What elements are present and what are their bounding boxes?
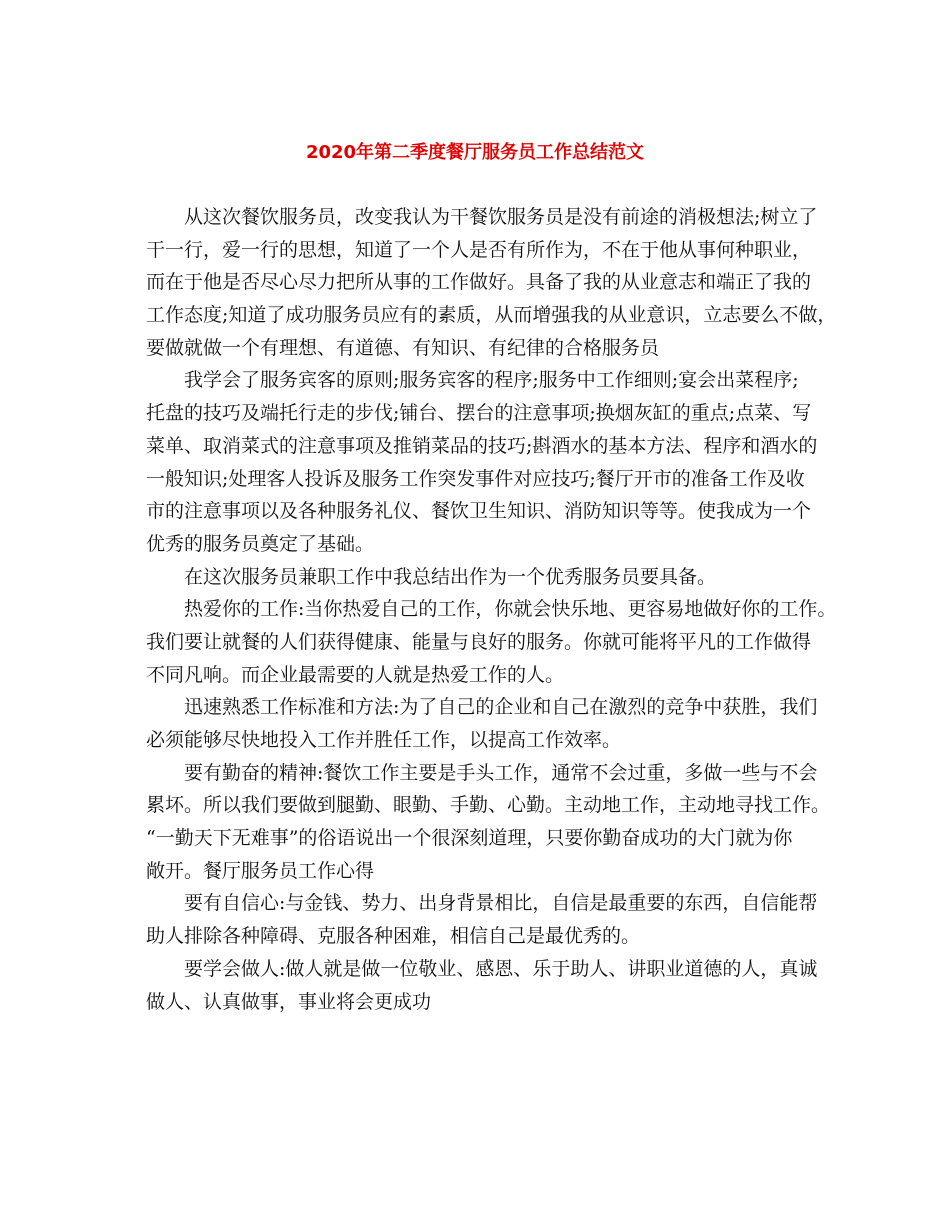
paragraph xyxy=(146,364,818,560)
text-line: 工作态度;知道了成功服务员应有的素质，从而增强我的从业意识，立志要么不做， xyxy=(146,304,837,327)
text-line: 从这次餐饮服务员，改变我认为干餐饮服务员是没有前途的消极想法;树立了 xyxy=(184,206,818,228)
paragraph xyxy=(146,887,818,952)
text-line: 我们要让就餐的人们获得健康、能量与良好的服务。你就可能将平凡的工作做得 xyxy=(146,630,812,653)
text-line: 累坏。所以我们要做到腿勤、眼勤、手勤、心勤。主动地工作，主动地寻找工作。 xyxy=(146,794,831,817)
paragraph xyxy=(146,953,818,1018)
text-line: 必须能够尽快地投入工作并胜任工作，以提高工作效率。 xyxy=(146,729,622,751)
text-line: 要学会做人:做人就是做一位敬业、感恩、乐于助人、讲职业道德的人，真诚 xyxy=(184,957,818,980)
text-line: 市的注意事项以及各种服务礼仪、餐饮卫生知识、消防知识等等。使我成为一个 xyxy=(146,500,812,523)
text-line: 敞开。餐厅服务员工作心得 xyxy=(146,859,375,882)
text-line: 做人、认真做事，事业将会更成功 xyxy=(146,990,432,1013)
document-title: 2020年第二季度餐厅服务员工作总结范文 xyxy=(305,142,645,163)
text-line: 一般知识;处理客人投诉及服务工作突发事件对应技巧;餐厅开市的准备工作及收 xyxy=(146,467,805,490)
paragraph xyxy=(146,593,837,691)
text-line: 不同凡响。而企业最需要的人就是热爱工作的人。 xyxy=(146,663,565,686)
paragraph xyxy=(146,561,811,594)
text-line: 助人排除各种障碍、克服各种困难，相信自己是最优秀的。 xyxy=(146,925,641,948)
text-line: 要做就做一个有理想、有道德、有知识、有纪律的合格服务员 xyxy=(146,336,660,359)
text-line: 菜单、取消菜式的注意事项及推销菜品的技巧;斟酒水的基本方法、程序和酒水的 xyxy=(146,434,818,457)
paragraph xyxy=(146,201,837,364)
text-line: 我学会了服务宾客的原则;服务宾客的程序;服务中工作细则;宴会出菜程序; xyxy=(184,369,799,392)
text-line: 在这次服务员兼职工作中我总结出作为一个优秀服务员要具备。 xyxy=(184,565,717,588)
text-line: 热爱你的工作:当你热爱自己的工作，你就会快乐地、更容易地做好你的工作。 xyxy=(184,598,837,621)
document-body xyxy=(146,201,837,1018)
text-line: 而在于他是否尽心尽力把所从事的工作做好。具备了我的从业意志和端正了我的 xyxy=(146,271,812,294)
text-line: 托盘的技巧及端托行走的步伐;铺台、摆台的注意事项;换烟灰缸的重点;点菜、写 xyxy=(146,402,812,425)
text-line: 要有自信心:与金钱、势力、出身背景相比，自信是最重要的东西，自信能帮 xyxy=(184,892,818,915)
text-line: “一勤天下无难事”的俗语说出一个很深刻道理，只要你勤奋成功的大门就为你 xyxy=(146,827,793,850)
text-line: 优秀的服务员奠定了基础。 xyxy=(146,532,375,555)
text-line: 要有勤奋的精神:餐饮工作主要是手头工作，通常不会过重，多做一些与不会 xyxy=(184,761,818,784)
text-line: 迅速熟悉工作标准和方法:为了自己的企业和自己在激烈的竞争中获胜，我们 xyxy=(184,696,818,719)
paragraph xyxy=(146,691,818,756)
paragraph xyxy=(146,757,831,888)
text-line: 干一行，爱一行的思想，知道了一个人是否有所作为，不在于他从事何种职业， xyxy=(146,238,812,261)
